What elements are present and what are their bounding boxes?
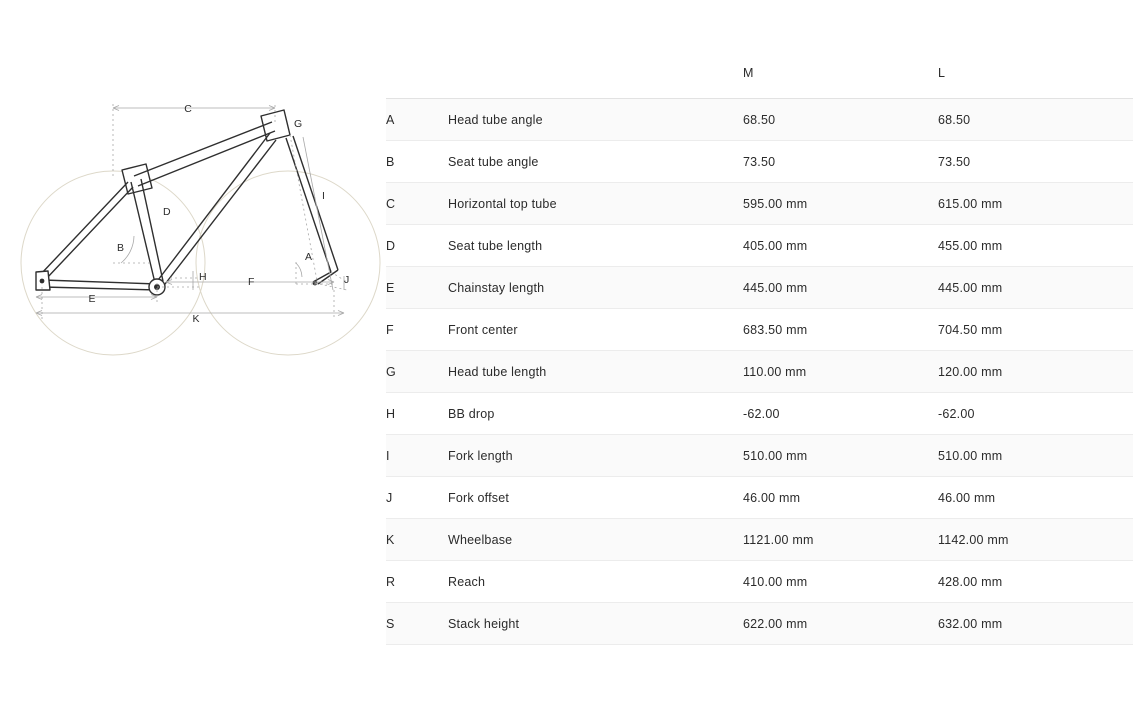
row-value-l: 120.00 mm xyxy=(938,351,1133,393)
row-letter: B xyxy=(386,141,448,183)
row-value-m: 1121.00 mm xyxy=(743,519,938,561)
geometry-table xyxy=(386,60,1133,645)
label-E: E xyxy=(88,293,96,305)
row-value-l: 46.00 mm xyxy=(938,477,1133,519)
row-value-l: 615.00 mm xyxy=(938,183,1133,225)
front-wheel-icon xyxy=(196,171,380,355)
row-measure-name: Reach xyxy=(448,561,743,603)
row-value-l: 455.00 mm xyxy=(938,225,1133,267)
label-A: A xyxy=(305,251,313,263)
c-extension-lines xyxy=(113,102,275,176)
label-I: I xyxy=(322,190,325,202)
row-value-m: 410.00 mm xyxy=(743,561,938,603)
column-header-size-l: L xyxy=(938,60,1133,99)
down-tube xyxy=(155,133,276,288)
row-measure-name: Fork offset xyxy=(448,477,743,519)
row-letter: E xyxy=(386,267,448,309)
row-letter: A xyxy=(386,99,448,141)
wheels-group xyxy=(21,171,380,355)
row-measure-name: Head tube length xyxy=(448,351,743,393)
row-value-m: -62.00 xyxy=(743,393,938,435)
row-value-l: 704.50 mm xyxy=(938,309,1133,351)
row-value-m: 510.00 mm xyxy=(743,435,938,477)
dimension-lines xyxy=(36,102,350,320)
table-row xyxy=(386,477,1133,519)
row-measure-name: Seat tube angle xyxy=(448,141,743,183)
table-body xyxy=(386,99,1133,645)
table-row xyxy=(386,267,1133,309)
table-header-row xyxy=(386,60,1133,99)
row-letter: H xyxy=(386,393,448,435)
row-value-m: 46.00 mm xyxy=(743,477,938,519)
table-row xyxy=(386,351,1133,393)
row-measure-name: Wheelbase xyxy=(448,519,743,561)
rear-axle-dot xyxy=(40,279,45,284)
table-row xyxy=(386,309,1133,351)
i-reference-line xyxy=(290,135,318,286)
row-measure-name: Stack height xyxy=(448,603,743,645)
row-letter: K xyxy=(386,519,448,561)
row-letter: I xyxy=(386,435,448,477)
row-letter: G xyxy=(386,351,448,393)
row-letter: F xyxy=(386,309,448,351)
row-letter: D xyxy=(386,225,448,267)
row-value-l: 1142.00 mm xyxy=(938,519,1133,561)
row-measure-name: BB drop xyxy=(448,393,743,435)
row-value-m: 683.50 mm xyxy=(743,309,938,351)
table-row xyxy=(386,561,1133,603)
column-header-measure xyxy=(448,60,743,99)
row-value-l: 632.00 mm xyxy=(938,603,1133,645)
label-J: J xyxy=(344,274,350,286)
row-value-l: 73.50 xyxy=(938,141,1133,183)
f-extension-lines xyxy=(157,282,315,290)
row-value-m: 595.00 mm xyxy=(743,183,938,225)
head-tube-shape xyxy=(261,110,290,141)
table-row xyxy=(386,141,1133,183)
row-letter: J xyxy=(386,477,448,519)
row-value-m: 445.00 mm xyxy=(743,267,938,309)
frame-group xyxy=(36,110,338,295)
row-value-l: 428.00 mm xyxy=(938,561,1133,603)
table-row xyxy=(386,519,1133,561)
column-header-letter xyxy=(386,60,448,99)
label-H: H xyxy=(199,271,207,283)
table-row xyxy=(386,99,1133,141)
label-C: C xyxy=(184,103,192,115)
i-dimension-line xyxy=(303,137,333,290)
row-letter: R xyxy=(386,561,448,603)
table-row xyxy=(386,183,1133,225)
row-letter: S xyxy=(386,603,448,645)
row-measure-name: Front center xyxy=(448,309,743,351)
row-measure-name: Fork length xyxy=(448,435,743,477)
label-K: K xyxy=(192,313,200,325)
table-head xyxy=(386,60,1133,99)
a-angle-arc xyxy=(296,263,302,277)
seat-tube xyxy=(131,179,163,283)
row-measure-name: Horizontal top tube xyxy=(448,183,743,225)
seat-tube-top-shape xyxy=(122,164,152,194)
row-value-m: 405.00 mm xyxy=(743,225,938,267)
label-G: G xyxy=(294,118,303,130)
row-measure-name: Head tube angle xyxy=(448,99,743,141)
row-measure-name: Chainstay length xyxy=(448,267,743,309)
row-value-m: 68.50 xyxy=(743,99,938,141)
table-row xyxy=(386,435,1133,477)
bike-geometry-diagram xyxy=(0,0,386,709)
row-value-l: 510.00 mm xyxy=(938,435,1133,477)
label-F: F xyxy=(248,276,255,288)
row-value-l: -62.00 xyxy=(938,393,1133,435)
chainstay xyxy=(43,280,157,290)
row-value-m: 73.50 xyxy=(743,141,938,183)
column-header-size-m: M xyxy=(743,60,938,99)
label-D: D xyxy=(163,206,171,218)
row-value-l: 68.50 xyxy=(938,99,1133,141)
geometry-table-container xyxy=(386,60,1126,645)
label-B: B xyxy=(117,242,125,254)
seatstay xyxy=(40,182,133,279)
row-measure-name: Seat tube length xyxy=(448,225,743,267)
row-value-m: 110.00 mm xyxy=(743,351,938,393)
row-value-m: 622.00 mm xyxy=(743,603,938,645)
row-letter: C xyxy=(386,183,448,225)
row-value-l: 445.00 mm xyxy=(938,267,1133,309)
table-row xyxy=(386,603,1133,645)
table-row xyxy=(386,225,1133,267)
table-row xyxy=(386,393,1133,435)
